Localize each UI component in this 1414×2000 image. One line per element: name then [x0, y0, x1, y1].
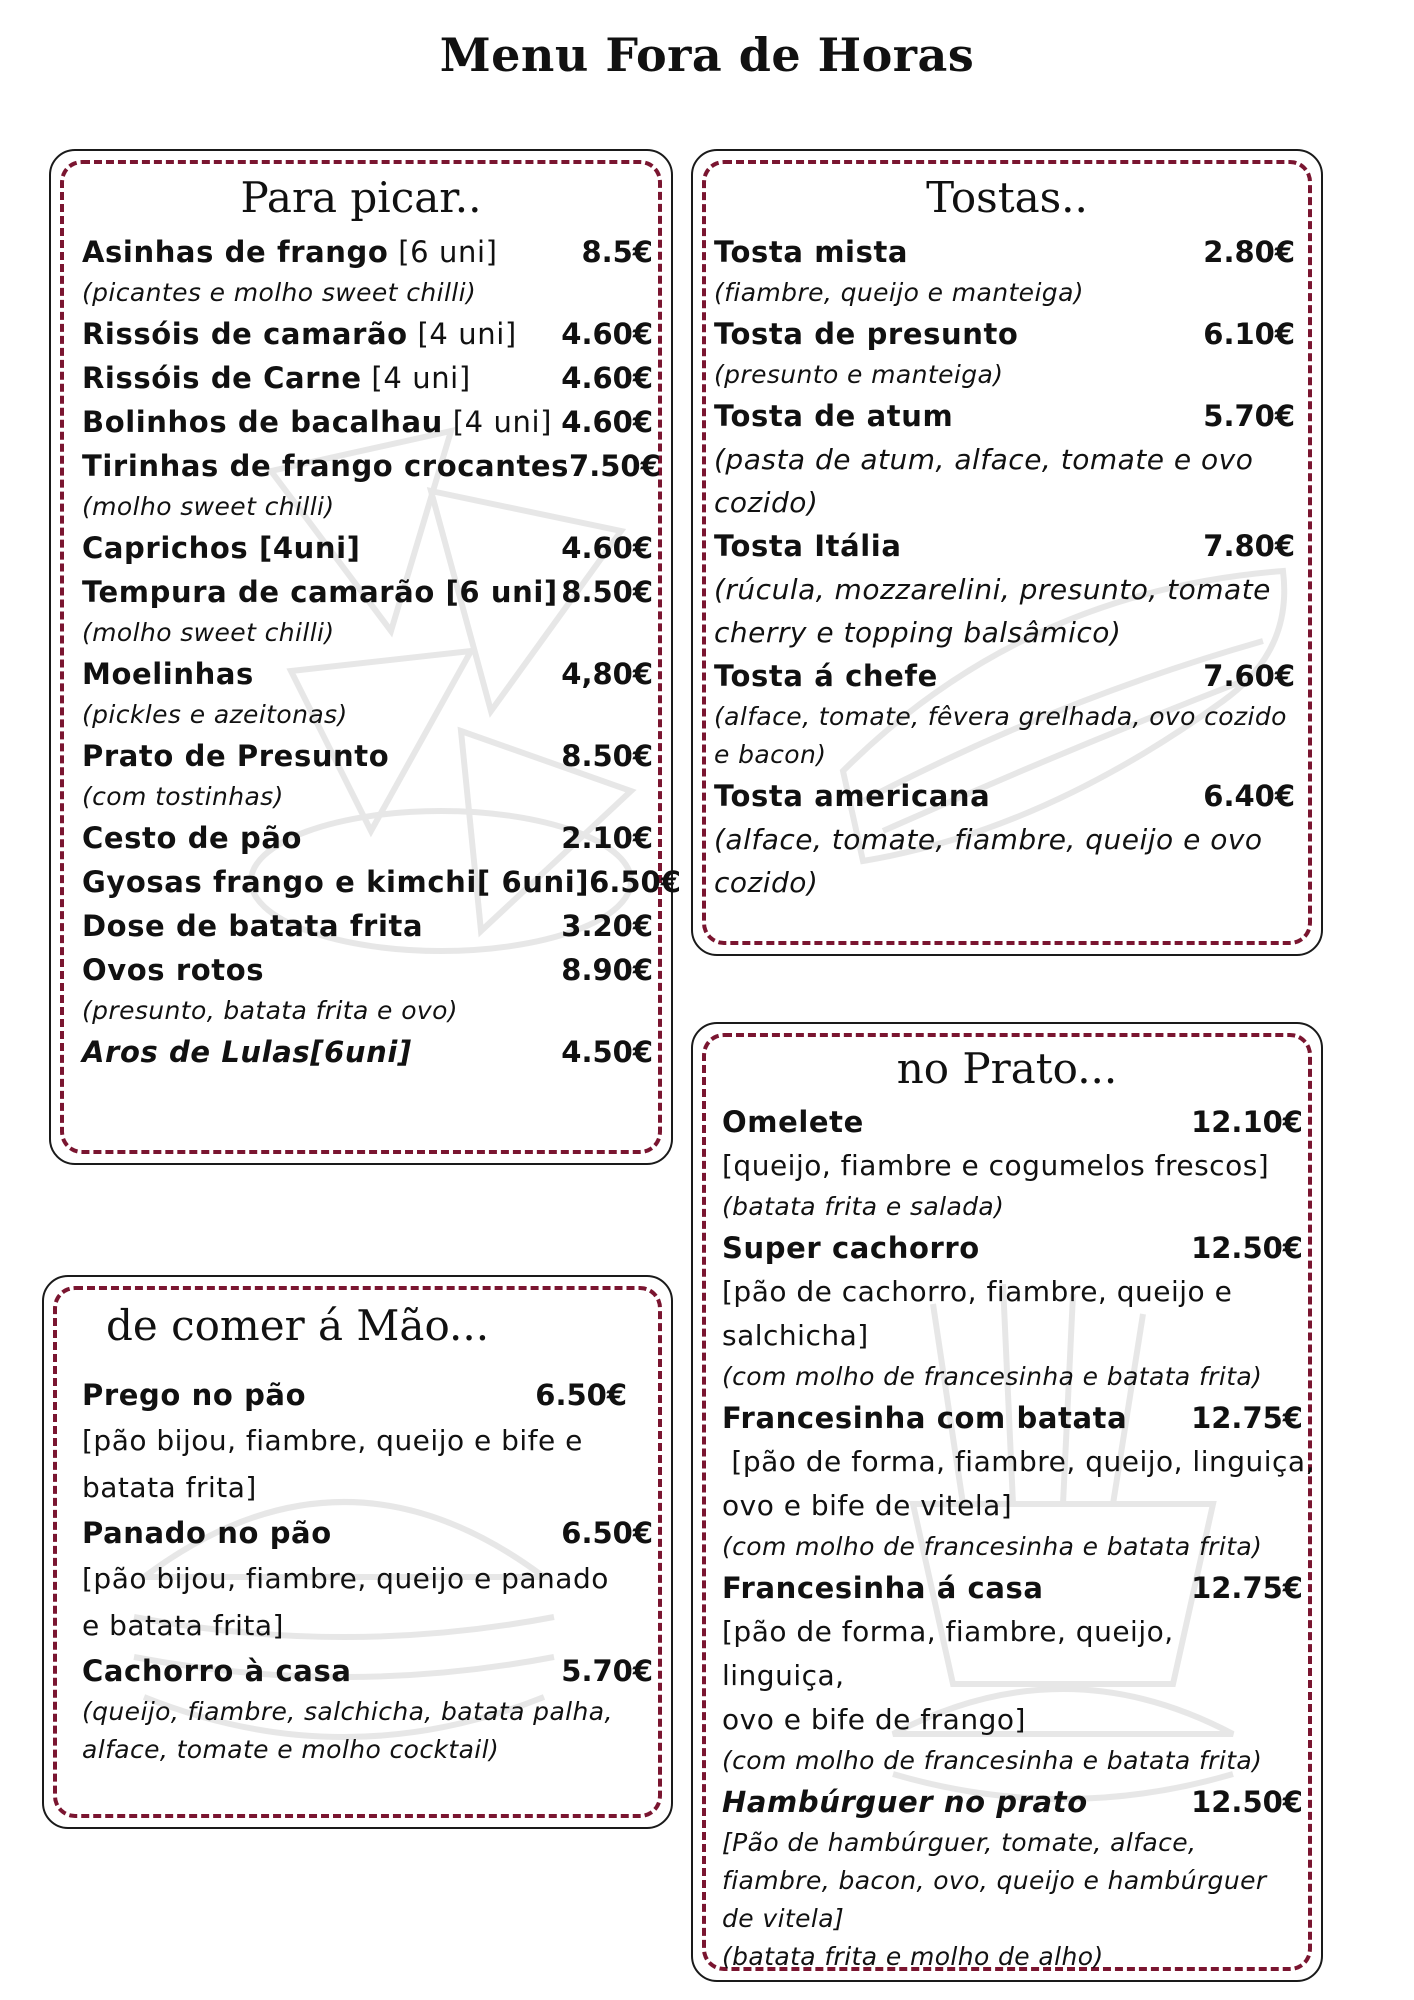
item-desc: e bacon): [714, 740, 827, 769]
menu-item: [82, 904, 653, 948]
menu-item: [714, 654, 1295, 698]
item-qty: [4 uni]: [407, 317, 517, 351]
item-desc: cozido): [714, 866, 819, 899]
item-price: 4,80€: [561, 657, 653, 691]
item-price: 7.60€: [1203, 659, 1295, 693]
item-desc: (pickles e azeitonas): [82, 700, 348, 729]
menu-item: [82, 734, 653, 778]
item-price: 12.75€: [1191, 1401, 1303, 1435]
item-name: Ovos rotos: [82, 953, 265, 987]
item-name: Tosta mista: [714, 235, 909, 269]
item-desc: (com molho de francesinha e batata frita): [722, 1362, 1263, 1391]
item-bracket: [pão de cachorro, fiambre, queijo e: [722, 1275, 1233, 1308]
item-name: Cesto de pão: [82, 821, 303, 855]
item-price: 4.60€: [561, 361, 653, 395]
menu-item: [714, 230, 1295, 274]
item-name: Super cachorro: [722, 1231, 980, 1265]
item-name: Gyosas frango e kimchi[ 6uni]: [82, 865, 590, 899]
item-name: Francesinha á casa: [722, 1571, 1044, 1605]
item-list: [722, 1100, 1315, 1976]
item-price: 6.50€: [535, 1378, 627, 1412]
item-desc: (molho sweet chilli): [82, 492, 335, 521]
item-price: 2.80€: [1203, 235, 1295, 269]
item-price: 2.10€: [561, 821, 653, 855]
section-title: Tostas..: [926, 173, 1088, 222]
item-name: Panado no pão: [82, 1516, 332, 1550]
item-bracket: ovo e bife de frango]: [722, 1703, 1026, 1736]
item-price: 12.50€: [1191, 1785, 1303, 1819]
item-name: Tosta á chefe: [714, 659, 938, 693]
comer-a-mao-card: [42, 1275, 673, 1829]
no-prato-card: [691, 1022, 1323, 1982]
item-price: 7.50€: [569, 449, 661, 483]
page-title: Menu Fora de Horas: [439, 28, 975, 82]
item-desc: (com tostinhas): [82, 782, 284, 811]
item-price: 4.60€: [561, 405, 653, 439]
item-desc: (alface, tomate, fiambre, queijo e ovo: [714, 823, 1263, 856]
item-name: Rissóis de camarão: [82, 317, 408, 351]
item-desc: (batata frita e molho de alho): [722, 1942, 1104, 1971]
menu-item: [722, 1396, 1303, 1440]
item-desc: (com molho de francesinha e batata frita): [722, 1746, 1263, 1775]
item-price: 4.60€: [561, 317, 653, 351]
item-qty: [4 uni]: [361, 361, 471, 395]
item-name: Prato de Presunto: [82, 739, 390, 773]
item-name: Aros de Lulas[6uni]: [82, 1035, 412, 1069]
menu-item: [82, 312, 653, 356]
menu-item: [714, 524, 1295, 568]
item-desc: de vitela]: [722, 1904, 845, 1933]
item-desc: (presunto e manteiga): [714, 360, 1004, 389]
item-bracket: [pão de forma, fiambre, queijo, linguiça,: [722, 1615, 1174, 1692]
item-price: 5.70€: [561, 1654, 653, 1688]
item-name: Tempura de camarão [6 uni]: [82, 575, 558, 609]
menu-item: [82, 400, 653, 444]
item-price: 3.20€: [561, 909, 653, 943]
menu-item: [82, 948, 653, 992]
item-price: 12.50€: [1191, 1231, 1303, 1265]
item-name: Tosta Itália: [714, 529, 902, 563]
item-price: 8.50€: [561, 575, 653, 609]
menu-item: [82, 652, 653, 696]
menu-item: [722, 1226, 1303, 1270]
menu-item: [82, 526, 653, 570]
item-bracket: salchicha]: [722, 1319, 869, 1352]
item-name: Prego no pão: [82, 1378, 307, 1412]
item-qty: [4 uni]: [442, 405, 553, 439]
item-price: 6.50€: [561, 1516, 653, 1550]
tostas-card: [691, 149, 1323, 956]
item-desc: [Pão de hambúrguer, tomate, alface,: [722, 1828, 1197, 1857]
item-list: [82, 1373, 653, 1769]
item-name: Dose de batata frita: [82, 909, 424, 943]
item-desc: fiambre, bacon, ovo, queijo e hambúrguer: [722, 1866, 1267, 1895]
menu-item: [714, 394, 1295, 438]
item-price: 12.10€: [1191, 1105, 1303, 1139]
item-name: Asinhas de frango: [82, 235, 389, 269]
item-name: Tosta de atum: [714, 399, 954, 433]
item-bracket: [pão bijou, fiambre, queijo e panado: [82, 1562, 609, 1595]
section-title: Para picar..: [240, 173, 482, 222]
item-name: Omelete: [722, 1105, 864, 1139]
item-price: 5.70€: [1203, 399, 1295, 433]
item-desc: (com molho de francesinha e batata frita): [722, 1532, 1263, 1561]
item-desc: alface, tomate e molho cocktail): [82, 1735, 500, 1764]
section-title: no Prato...: [896, 1044, 1118, 1093]
item-desc: (queijo, fiambre, salchicha, batata palha,: [82, 1697, 613, 1726]
item-price: 4.60€: [561, 531, 653, 565]
menu-item: [722, 1780, 1303, 1824]
menu-item: [82, 356, 653, 400]
menu-item: [722, 1566, 1303, 1610]
item-bracket: [pão de forma, fiambre, queijo, linguiça,: [722, 1445, 1315, 1478]
item-desc: (molho sweet chilli): [82, 618, 335, 647]
menu-item: [82, 860, 681, 904]
item-price: 4.50€: [561, 1035, 653, 1069]
item-name: Caprichos [4uni]: [82, 531, 361, 565]
section-title: de comer á Mão...: [106, 1301, 490, 1350]
item-name: Cachorro à casa: [82, 1654, 352, 1688]
item-desc: (batata frita e salada): [722, 1192, 1005, 1221]
menu-item: [82, 1511, 653, 1555]
item-price: 6.10€: [1203, 317, 1295, 351]
item-desc: cozido): [714, 486, 819, 519]
menu-item: [714, 774, 1295, 818]
item-desc: (rúcula, mozzarelini, presunto, tomate: [714, 573, 1271, 606]
item-desc: (alface, tomate, fêvera grelhada, ovo cozido: [714, 702, 1287, 731]
item-price: 6.40€: [1203, 779, 1295, 813]
item-desc: (presunto, batata frita e ovo): [82, 996, 458, 1025]
menu-item: [82, 816, 653, 860]
item-price: 8.90€: [561, 953, 653, 987]
item-name: Bolinhos de bacalhau: [82, 405, 443, 439]
menu-item: [82, 444, 661, 488]
para-picar-card: [49, 149, 681, 1165]
menu-item: [82, 1373, 653, 1417]
item-desc: cherry e topping balsâmico): [714, 616, 1122, 649]
item-desc: (picantes e molho sweet chilli): [82, 278, 477, 307]
item-desc: (pasta de atum, alface, tomate e ovo: [714, 443, 1254, 476]
menu-item: [82, 230, 653, 274]
item-name: Moelinhas: [82, 657, 254, 691]
item-bracket: batata frita]: [82, 1471, 257, 1504]
item-list: [714, 230, 1295, 904]
item-name: Tirinhas de frango crocantes: [82, 449, 570, 483]
item-bracket: ovo e bife de vitela]: [722, 1489, 1013, 1522]
item-price: 6.50€: [589, 865, 681, 899]
menu-item: [82, 1030, 653, 1074]
item-price: 7.80€: [1203, 529, 1295, 563]
menu-item: [82, 570, 653, 614]
item-bracket: [pão bijou, fiambre, queijo e bife e: [82, 1424, 583, 1457]
item-price: 12.75€: [1191, 1571, 1303, 1605]
item-desc: (fiambre, queijo e manteiga): [714, 278, 1084, 307]
item-bracket: e batata frita]: [82, 1609, 284, 1642]
menu-item: [82, 1649, 653, 1693]
item-price: 8.5€: [581, 235, 653, 269]
item-name: Rissóis de Carne: [82, 361, 362, 395]
menu-item: [714, 312, 1295, 356]
item-bracket: [queijo, fiambre e cogumelos frescos]: [722, 1149, 1270, 1182]
item-price: 8.50€: [561, 739, 653, 773]
item-name: Hambúrguer no prato: [722, 1785, 1088, 1819]
menu-item: [722, 1100, 1303, 1144]
item-list: [82, 230, 681, 1074]
item-name: Tosta americana: [714, 779, 991, 813]
item-qty: [6 uni]: [388, 235, 498, 269]
item-name: Tosta de presunto: [714, 317, 1019, 351]
item-name: Francesinha com batata: [722, 1401, 1128, 1435]
